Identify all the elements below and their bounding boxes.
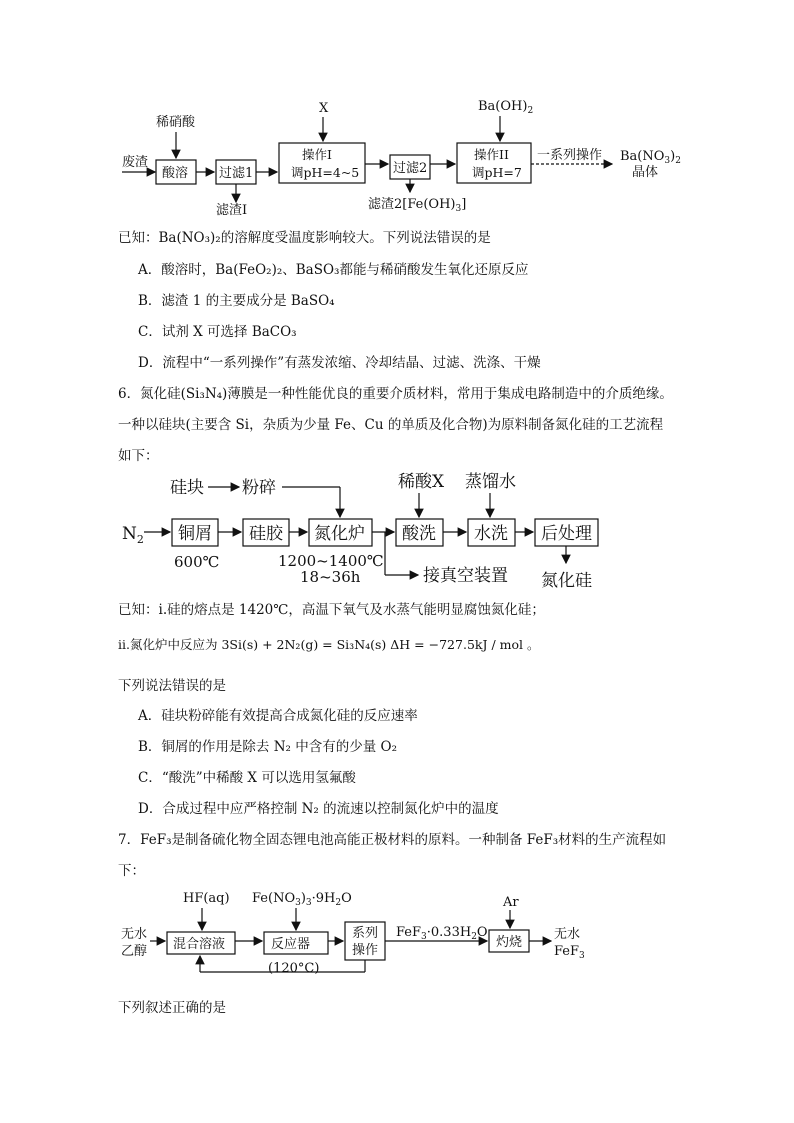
series-label-2: 操作	[352, 943, 379, 958]
n2-label: $N_2$	[122, 524, 144, 546]
distilled-label: 蒸馏水	[465, 472, 516, 492]
vacuum-label: 接真空装置	[423, 566, 508, 586]
fe-nitrate-label: $Fe(NO_3)_3\cdot 9H_2O$	[252, 891, 352, 908]
silica-gel-label: 硅胶	[249, 524, 283, 544]
op2-line1: 操作II	[474, 147, 509, 162]
copper-label: 铜屑	[178, 524, 212, 544]
series-ops-label: 一系列操作	[537, 148, 603, 163]
q5-option-c: C．试剂 X 可选择 BaCO₃	[138, 324, 297, 340]
post-label: 后处理	[541, 524, 592, 544]
q6-stem-2: 一种以硅块(主要含 Si，杂质为少量 Fe、Cu 的单质及化合物)为原料制备氮化硅的工艺流程	[118, 417, 664, 433]
q7-stem-1: 7．FeF₃是制备硫化物全固态锂电池高能正极材料的原料。一种制备 FeF₃材料的生产流程如	[118, 832, 667, 848]
q6-option-a: A．硅块粉碎能有效提高合成氮化硅的反应速率	[138, 708, 418, 724]
flow-diagram-2	[0, 465, 794, 595]
fef3-hydrate-label: $FeF_3\cdot 0.33H_2O$	[396, 925, 488, 942]
q6-option-c: C．“酸洗”中稀酸 X 可以选用氢氟酸	[138, 770, 356, 786]
q7-ask: 下列叙述正确的是	[118, 1000, 226, 1016]
q7-stem-2: 下：	[118, 863, 145, 879]
acid-dissolve-label: 酸溶	[162, 166, 189, 181]
q6-stem-1: 6．氮化硅(Si₃N₄)薄膜是一种性能优良的重要介质材料，常用于集成电路制造中的介质绝缘。	[118, 386, 673, 402]
furnace-label: 氮化炉	[314, 524, 365, 544]
op1-line1: 操作I	[302, 147, 332, 162]
ar-label: Ar	[503, 895, 519, 910]
flow-diagram-1	[0, 0, 794, 230]
q6-known-2: ⅱ.氮化炉中反应为 3Si(s) + 2N₂(g) = Si₃N₄(s) ΔH = −727.5kJ / mol 。	[118, 637, 540, 652]
q6-ask: 下列说法错误的是	[118, 678, 226, 694]
product-crystal-label: 晶体	[632, 165, 659, 180]
mix-label: 混合溶液	[173, 937, 226, 952]
product-label: $Ba(NO_3)_2$	[620, 149, 681, 166]
hf-label: HF(aq)	[183, 891, 230, 906]
op2-line2: 调pH=7	[472, 165, 522, 180]
series-label-1: 系列	[352, 926, 379, 941]
q6-option-b: B．铜屑的作用是除去 N₂ 中含有的少量 O₂	[138, 739, 397, 755]
silicon-block-label: 硅块	[170, 478, 204, 498]
crush-label: 粉碎	[242, 478, 276, 498]
prod-label-2: FeF$_3$	[554, 944, 585, 961]
prod-label-1: 无水	[554, 927, 581, 942]
q5-known: 已知：Ba(NO₃)₂的溶解度受温度影响较大。下列说法错误的是	[118, 230, 491, 246]
temp600-label: 600℃	[174, 553, 220, 571]
time-range-label: 18~36h	[300, 568, 361, 586]
temp120-label: (120°C)	[268, 961, 320, 976]
q6-known-1: 已知：ⅰ.硅的熔点是 1420℃，高温下氧气及水蒸气能明显腐蚀氮化硅；	[118, 602, 545, 618]
temp-range-label: 1200~1400℃	[278, 552, 384, 570]
reagent-x-label: X	[319, 101, 329, 116]
ethanol-label-2: 乙醇	[121, 944, 148, 959]
waste-label: 废渣	[122, 155, 149, 170]
dilute-nitric-label: 稀硝酸	[156, 115, 196, 130]
q6-stem-3: 如下：	[118, 448, 159, 464]
calcine-label: 灼烧	[496, 935, 523, 950]
water-wash-label: 水洗	[474, 524, 508, 544]
acid-wash-label: 酸洗	[402, 524, 436, 544]
baoh2-label: $Ba(OH)_2$	[478, 99, 534, 116]
q6-option-d: D．合成过程中应严格控制 N₂ 的流速以控制氮化炉中的温度	[138, 801, 499, 817]
reactor-label: 反应器	[271, 937, 311, 952]
residue1-label: 滤渣I	[216, 203, 248, 218]
q5-option-b: B．滤渣 1 的主要成分是 BaSO₄	[138, 293, 335, 309]
dilute-x-label: 稀酸X	[398, 472, 445, 492]
residue2-label: 滤渣$2[Fe(OH)_3]$	[368, 197, 467, 214]
filter1-label: 过滤1	[219, 166, 254, 181]
q5-option-a: A．酸溶时，Ba(FeO₂)₂、BaSO₃都能与稀硝酸发生氧化还原反应	[138, 262, 529, 278]
ethanol-label-1: 无水	[121, 927, 148, 942]
filter2-label: 过滤2	[393, 161, 428, 176]
product-label-2: 氮化硅	[541, 571, 592, 591]
flow-diagram-3	[0, 880, 794, 990]
q5-option-d: D．流程中“一系列操作”有蒸发浓缩、冷却结晶、过滤、洗涤、干燥	[138, 355, 541, 371]
op1-line2: 调pH=4~5	[291, 165, 360, 180]
